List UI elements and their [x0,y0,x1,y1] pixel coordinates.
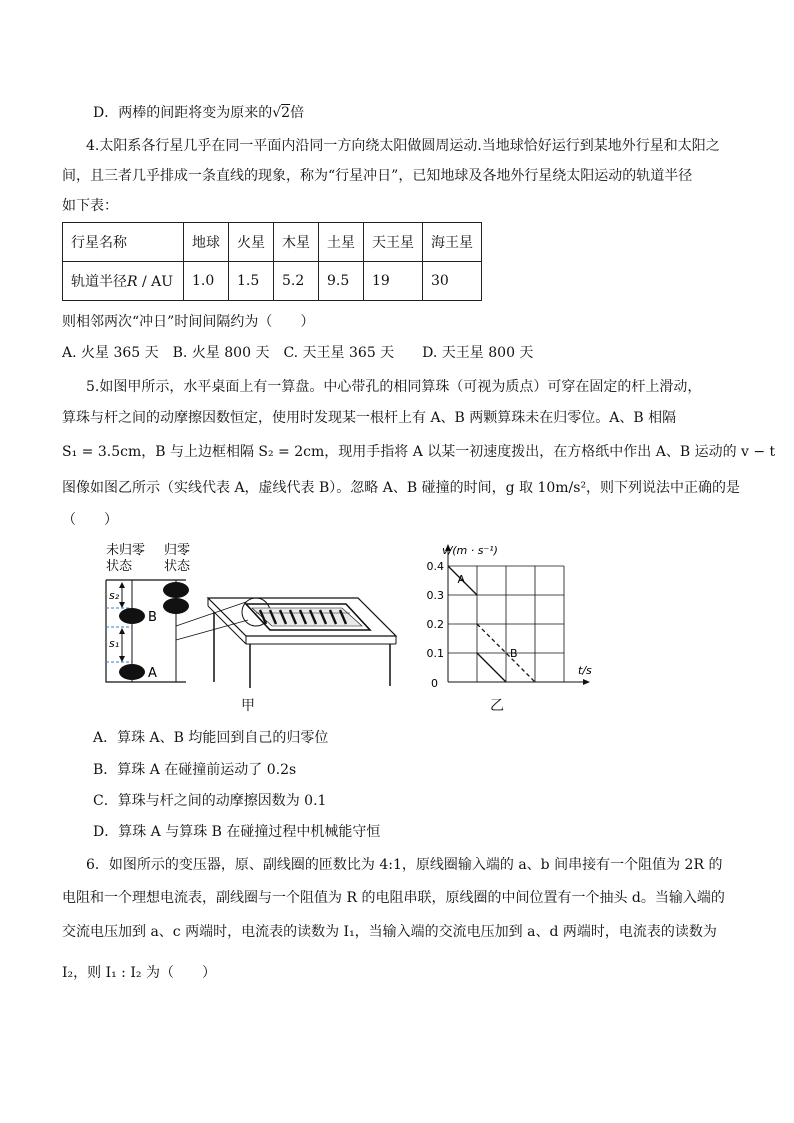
q5-line5: （ ） [62,512,118,528]
q4-line2: 间，且三者几乎排成一条直线的现象，称为“行星冲日”，已知地球及各地外行星绕太阳运动的轨道半径 [62,168,693,184]
label-s2: s₂ [109,589,120,602]
y-tick-label: 0.3 [426,589,444,602]
y-tick-label: 0.2 [426,618,444,631]
series-a-line [477,653,506,682]
bead-a [119,664,145,680]
y-tick-label: 0.4 [426,560,444,573]
label-bead-b: B [148,610,157,625]
y-axis-label: v/(m · s⁻¹) [442,544,498,557]
label-unreturned-2: 状态 [106,559,133,574]
figure-yi-vt-chart [416,540,596,692]
table-cell: 海王星 [423,223,482,262]
x-axis-label: t/s [578,664,592,677]
q3-option-d: D．两棒的间距将变为原来的√2倍 [93,105,305,121]
label-returned-1: 归零 [164,543,191,558]
table-cell: 土星 [319,223,364,262]
origin-label: 0 [431,677,438,690]
x-axis-arrow [583,679,590,685]
q4-line3: 如下表： [62,198,118,214]
q5-line3: S₁ = 3.5cm，B 与上边框相隔 S₂ = 2cm，现用手指将 A 以某一初速度拨出，在方格纸中作出 A、B 运动的 v − t [62,444,776,460]
figure-jia-abacus [96,540,406,700]
q6-line3: 交流电压加到 a、c 两端时，电流表的读数为 I₁，当输入端的交流电压加到 a、d 两端时，电流表的读数为 [62,924,717,940]
table-cell: 火星 [229,223,274,262]
q4-options: A. 火星 365 天 B. 火星 800 天 C. 天王星 365 天 D. 天王星 800 天 [62,345,534,361]
bead-returned [163,598,189,614]
table-row [63,262,482,301]
q5-option-c: C．算珠与杆之间的动摩擦因数为 0.1 [93,793,327,809]
q4-question: 则相邻两次“冲日”时间间隔约为（ ） [62,314,315,330]
table-cell: 1.0 [184,262,229,301]
q5-line2: 算珠与杆之间的动摩擦因数恒定，使用时发现某一根杆上有 A、B 两颗算珠未在归零位。A、B 相隔 [62,410,677,426]
q4-line1: 4.太阳系各行星几乎在同一平面内沿同一方向绕太阳做圆周运动.当地球恰好运行到某地外行星和太阳之 [86,138,720,154]
table-header-cell: 行星名称 [63,223,184,262]
q5-option-d: D．算珠 A 与算珠 B 在碰撞过程中机械能守恒 [93,824,381,840]
q6-line4: I₂，则 I₁ : I₂ 为（ ） [62,965,216,981]
label-bead-a: A [148,666,157,681]
label-returned-2: 状态 [164,559,191,574]
figure-yi-label: 乙 [490,698,504,714]
arrowhead [119,656,125,662]
q5-line4: 图像如图乙所示（实线代表 A，虚线代表 B）。忽略 A、B 碰撞的时间，g 取 10m/s²，则下列说法中正确的是 [62,480,741,496]
arrowhead [119,628,125,634]
q5-line1: 5.如图甲所示，水平桌面上有一算盘。中心带孔的相同算珠（可视为质点）可穿在固定的杆上滑动， [86,379,702,395]
q5-option-a: A．算珠 A、B 均能回到自己的归零位 [93,730,329,746]
table-cell: 1.5 [229,262,274,301]
table-cell: 9.5 [319,262,364,301]
figure-jia-label: 甲 [241,698,255,714]
bead-returned [163,582,189,598]
arrowhead [119,582,125,588]
q6-line1: 6．如图所示的变压器，原、副线圈的匝数比为 4:1，原线圈输入端的 a、b 间串接有一个阻值为 2R 的 [86,857,723,873]
y-tick-label: 0.1 [426,647,444,660]
table-cell: 5.2 [274,262,319,301]
q6-line2: 电阻和一个理想电流表，副线圈与一个阻值为 R 的电阻串联，原线圈的中间位置有一个抽头 d。当输入端的 [62,890,725,906]
sqrt-symbol: √2 [272,105,291,121]
table-cell: 天王星 [364,223,423,262]
bead-b [119,608,145,624]
q5-option-b: B．算珠 A 在碰撞前运动了 0.2s [93,762,297,778]
label-unreturned-1: 未归零 [106,543,146,558]
orbit-radius-table [62,222,482,301]
table-cell: 木星 [274,223,319,262]
table-cell: 地球 [184,223,229,262]
label-s1: s₁ [109,637,120,650]
table-cell: 19 [364,262,423,301]
table-row [63,223,482,262]
curve-label-a: A [457,573,465,587]
arrowhead [119,602,125,608]
curve-label-b: B [510,647,518,660]
table-cell: 30 [423,262,482,301]
table-header-cell: 轨道半径R / AU [63,262,184,301]
magnifier-line [176,620,248,640]
